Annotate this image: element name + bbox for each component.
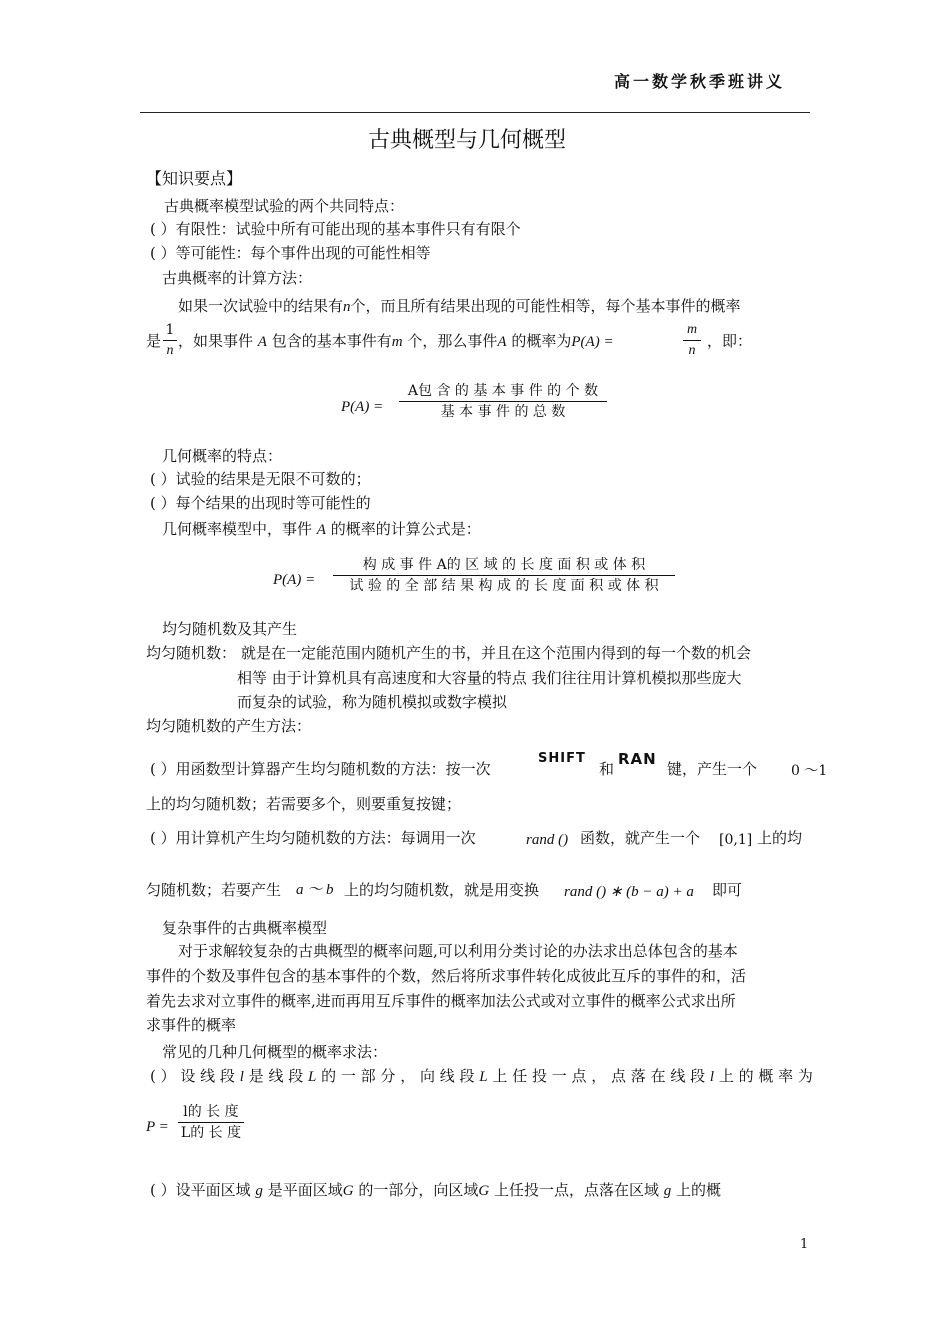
- text: 的概率的计算公式是：: [330, 520, 481, 538]
- classical-feature-2: ( ）等可能性：每个事件出现的可能性相等: [150, 244, 431, 262]
- text: 如果一次试验中的结果有: [178, 297, 344, 315]
- ran-key: RAN: [618, 750, 657, 768]
- var-A: A: [257, 334, 267, 350]
- uniform-def-line-2: 相等 由于计算机具有高速度和大容量的特点 我们往往用计算机模拟那些庞大: [237, 669, 742, 687]
- page-title: 古典概型与几何概型: [368, 128, 567, 153]
- common-s1: [150, 1066, 813, 1087]
- var-A: A: [497, 334, 507, 350]
- denominator: 基 本 事 件 的 总 数: [440, 404, 566, 420]
- uniform-def-line-1: 就是在一定能范围内随机产生的书，并且在这个范围内得到的每一个数的机会: [241, 644, 752, 662]
- uniform-heading: 均匀随机数及其产生: [162, 620, 298, 638]
- uniform-def-label: 均匀随机数：: [146, 644, 237, 662]
- complex-heading: 复杂事件的古典概率模型: [162, 919, 328, 937]
- numerator: 构 成 事 件 A的 区 域 的 长 度 面 积 或 体 积: [362, 557, 646, 573]
- var-G: G: [342, 1183, 354, 1199]
- uniform-method-2c: 上的均: [757, 829, 803, 847]
- text: 的一部分，向区域: [358, 1181, 479, 1199]
- numerator: 1: [165, 322, 175, 338]
- text: ，如果事件: [178, 332, 254, 350]
- fraction-bar: [163, 340, 177, 341]
- numerator: A包 含 的 基 本 事 件 的 个 数: [407, 383, 599, 399]
- p-of-a: P(A) =: [571, 334, 614, 350]
- shift-key: SHIFT: [538, 751, 586, 766]
- uniform-method-2e: 上的均匀随机数，就是用变换: [344, 881, 540, 899]
- interval-0-1: [0,1]: [719, 832, 753, 848]
- var-L: L: [479, 1069, 488, 1085]
- uniform-method-1e: 上的均匀随机数；若需要多个，则要重复按键；: [146, 795, 462, 813]
- uniform-method-2f: 即可: [712, 881, 743, 899]
- course-title: 高一数学秋季班讲义: [614, 72, 786, 91]
- text: 上 任 投 一 点 ， 点 落 在 线 段: [492, 1067, 706, 1085]
- var-A: A: [316, 522, 326, 538]
- var-L: L: [308, 1069, 317, 1085]
- text: 是 线 段: [248, 1067, 304, 1085]
- numerator: m: [686, 322, 698, 337]
- denominator: n: [166, 343, 174, 358]
- uniform-method-2d: 匀随机数；若要产生: [146, 881, 282, 899]
- geometric-heading: 几何概率的特点：: [162, 447, 283, 465]
- common-heading: 常见的几种几何概型的概率求法：: [162, 1043, 388, 1061]
- fraction-bar: [178, 1122, 244, 1123]
- geometric-formula-intro: [162, 519, 481, 540]
- uniform-def-line-3: 而复杂的试验，称为随机模拟或数字模拟: [237, 693, 508, 711]
- text-he: 和: [599, 760, 615, 778]
- var-n: n: [343, 299, 351, 315]
- text: 几何概率模型中，事件: [162, 520, 313, 538]
- uniform-method-2a: ( ）用计算机产生均匀随机数的方法：每调用一次: [150, 829, 476, 847]
- text-shi: 是: [146, 332, 162, 350]
- text: 上任投一点，点落在区域: [493, 1181, 659, 1199]
- complex-para-line-1: 对于求解较复杂的古典概型的概率问题,可以利用分类讨论的办法求出总体包含的基本: [178, 942, 738, 960]
- var-l: l: [709, 1069, 715, 1085]
- classical-line-2: [178, 331, 614, 352]
- p-equals: P =: [146, 1119, 169, 1135]
- var-l: l: [239, 1069, 244, 1085]
- text: 上的概: [676, 1181, 722, 1199]
- denominator: 试 验 的 全 部 结 果 构 成 的 长 度 面 积 或 体 积: [349, 578, 659, 594]
- text: 上 的 概 率 为: [718, 1067, 813, 1085]
- header-rule: [140, 112, 810, 113]
- classical-feature-1: ( ）有限性：试验中所有可能出现的基本事件只有有限个: [150, 220, 521, 238]
- complex-para-line-2: 事件的个数及事件包含的基本事件的个数，然后将所求事件转化成彼此互斥的事件的和，活: [146, 967, 747, 985]
- denominator: n: [688, 343, 696, 358]
- uniform-method-heading: 均匀随机数的产生方法：: [146, 717, 312, 735]
- complex-para-line-4: 求事件的概率: [146, 1016, 237, 1034]
- numerator: l的 长 度: [183, 1104, 239, 1120]
- uniform-method-1c: 键，产生一个: [667, 760, 758, 778]
- fraction-bar: [333, 575, 675, 576]
- fraction-m-over-n: [683, 321, 701, 360]
- classical-method-heading: 古典概率的计算方法：: [162, 269, 313, 287]
- text: ( ） 设 线 段: [150, 1067, 235, 1085]
- formula-lhs: P(A) =: [341, 399, 384, 415]
- text: 个，那么事件: [407, 332, 498, 350]
- geometric-feature-1: ( ）试验的结果是无限不可数的；: [150, 470, 371, 488]
- denominator: L的 长 度: [180, 1125, 242, 1141]
- common-s2: [150, 1180, 721, 1201]
- text: 的 一 部 分 ， 向 线 段: [321, 1067, 475, 1085]
- length-ratio-fraction: [178, 1103, 244, 1142]
- fraction-bar: [683, 340, 701, 341]
- text: 包含的基本事件有: [271, 332, 392, 350]
- text: ( ）设平面区域: [150, 1181, 251, 1199]
- range-a-b: a ～ b: [296, 882, 334, 898]
- fraction-bar: [399, 401, 607, 402]
- text-ji: ，即：: [707, 332, 753, 350]
- var-m: m: [391, 334, 403, 350]
- uniform-method-2b: 函数，就产生一个: [580, 829, 701, 847]
- range-0-1: 0 ～1: [791, 763, 828, 779]
- geometric-formula-fraction: [333, 556, 675, 595]
- var-G: G: [478, 1183, 490, 1199]
- text: 的概率为: [511, 332, 572, 350]
- rand-function: rand (): [526, 832, 569, 848]
- var-g: g: [663, 1183, 672, 1199]
- var-g: g: [255, 1183, 263, 1199]
- classical-line-1: [178, 296, 741, 317]
- classical-intro: 古典概率模型试验的两个共同特点：: [164, 197, 405, 215]
- complex-para-line-3: 着先去求对立事件的概率,进而再用互斥事件的概率加法公式或对立事件的概率公式求出所: [146, 992, 736, 1010]
- page-number: 1: [800, 1237, 809, 1252]
- text: 个，而且所有结果出现的可能性相等，每个基本事件的概率: [350, 297, 741, 315]
- uniform-method-1a: ( ）用函数型计算器产生均匀随机数的方法：按一次: [150, 760, 491, 778]
- section-heading: 【知识要点】: [146, 169, 243, 188]
- classical-formula-fraction: [399, 382, 607, 421]
- fraction-1-over-n: [163, 321, 177, 360]
- geo-formula-lhs: P(A) =: [273, 572, 316, 588]
- geometric-feature-2: ( ）每个结果的出现时等可能性的: [150, 494, 371, 512]
- rand-transform: rand () ∗ (b − a) + a: [564, 884, 694, 900]
- text: 是平面区域: [267, 1181, 343, 1199]
